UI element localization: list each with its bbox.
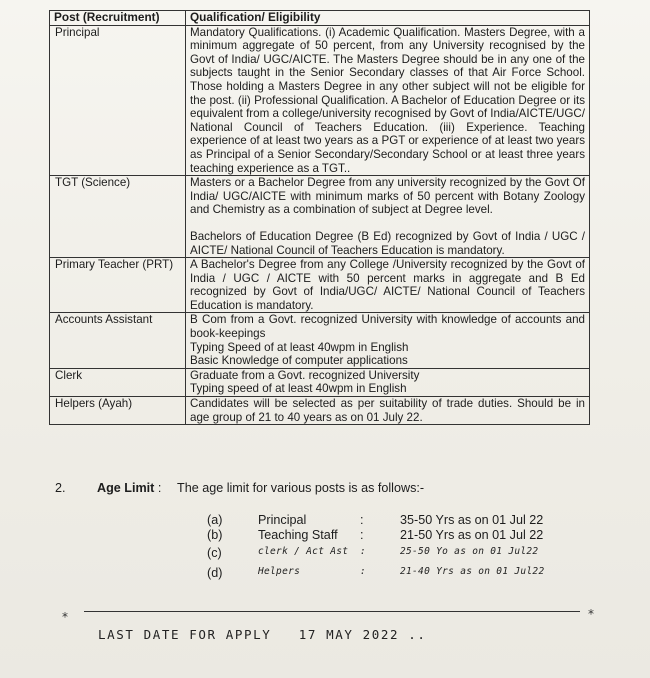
qualification-text: B Com from a Govt. recognized University with knowledge of accounts and book-keepings — [190, 313, 585, 341]
post-cell: Primary Teacher (PRT) — [50, 258, 186, 313]
qualification-text: A Bachelor's Degree from any College /University recognized by the Govt of India / UGC / AICTE with 50 percent marks in aggregate and B Ed recognized by Govt of India/UGC/ AICTE/ National Council of Teachers Education is mandatory. — [190, 258, 585, 312]
age-limit-section — [55, 481, 615, 499]
table-row — [50, 397, 590, 425]
qualification-text: Basic Knowledge of computer applications — [190, 354, 408, 368]
item-label: (a) — [207, 513, 223, 527]
item-colon: : — [360, 528, 364, 542]
item-label: (b) — [207, 528, 223, 542]
qualification-cell — [186, 25, 590, 176]
qualification-cell — [186, 176, 590, 258]
table-row — [50, 368, 590, 396]
last-date-note: LAST DATE FOR APPLY 17 MAY 2022 .. — [98, 627, 427, 642]
section-number: 2. — [55, 481, 66, 495]
star-mark-left: * — [62, 610, 68, 624]
qualification-text: Candidates will be selected as per suitability of trade duties. Should be in age group of 21 to 40 years as on 01 July 22. — [190, 397, 585, 424]
section-title: Age Limit : — [97, 481, 162, 495]
post-cell: TGT (Science) — [50, 176, 186, 258]
item-post: Teaching Staff — [258, 528, 338, 542]
qualification-text: Typing Speed of at least 40wpm in English — [190, 340, 409, 354]
item-label: (d) — [207, 566, 223, 580]
section-intro: The age limit for various posts is as follows:- — [177, 481, 425, 495]
footer-divider — [84, 611, 580, 612]
age-limit-item — [207, 563, 627, 583]
item-value: 21-50 Yrs as on 01 Jul 22 — [400, 528, 544, 542]
qualification-column-header: Qualification/ Eligibility — [186, 11, 590, 26]
age-limit-item — [207, 513, 627, 528]
qualification-cell — [186, 313, 590, 368]
item-value: 25-50 Yo as on 01 Jul22 — [400, 546, 539, 557]
item-value: 35-50 Yrs as on 01 Jul 22 — [400, 513, 544, 527]
qualification-cell — [186, 258, 590, 313]
item-post: Helpers — [258, 566, 301, 577]
item-colon: : — [360, 546, 367, 557]
table-header-row — [50, 11, 590, 26]
post-column-header: Post (Recruitment) — [50, 11, 186, 26]
qualification-text: Masters or a Bachelor Degree from any university recognized by the Govt Of India/ UGC/AICTE with minimum marks of 50 percent with Botany Zoology and Chemistry as a combination of subject at Degree level. — [190, 176, 585, 217]
age-limit-heading — [55, 481, 615, 499]
item-value: 21-40 Yrs as on 01 Jul22 — [400, 566, 545, 577]
age-limit-list — [207, 513, 627, 583]
post-cell: Accounts Assistant — [50, 313, 186, 368]
qualification-text: Mandatory Qualifications. (i) Academic Qualification. Masters Degree, with a minimum aggregate of 50 percent, from any University recognised by the Govt of India/ UGC/AICTE. The Masters Degree should be in any one of the subjects taught in the Senior Secondary classes of that Air Force School. Those holding a Masters Degree in any other subject will not be eligible for the post. (ii) Professional Qualification. A Bachelor of Education Degree or its equivalent from a college/university recognised by Govt of India/AICTE/UGC/ National Council of Teachers Education. (iii) Experience. Teaching experience of at least two years as a PGT or experience of at least two years as Principal of a Senior Secondary/Secondary School or at least three years teaching experience as a TGT.. — [190, 25, 586, 175]
qualification-text: Bachelors of Education Degree (B Ed) recognized by Govt of India / UGC / AICTE/ National Council of Teachers Education is mandatory. — [190, 229, 585, 257]
item-colon: : — [360, 513, 364, 527]
qualification-text: Graduate from a Govt. recognized University — [190, 368, 420, 382]
table-row — [50, 313, 590, 368]
post-cell: Clerk — [50, 368, 186, 396]
table-row — [50, 258, 590, 313]
qualification-cell — [186, 397, 590, 425]
qualification-cell — [186, 368, 590, 396]
item-colon: : — [360, 566, 367, 577]
table-row — [50, 25, 590, 176]
post-cell: Principal — [50, 25, 186, 176]
post-cell: Helpers (Ayah) — [50, 397, 186, 425]
qualification-text: Typing speed of at least 40wpm in English — [190, 382, 407, 396]
item-post: clerk / Act Ast — [258, 546, 349, 557]
eligibility-table — [49, 10, 590, 425]
age-limit-item — [207, 528, 627, 543]
item-label: (c) — [207, 546, 222, 560]
eligibility-table-body — [50, 25, 590, 425]
star-mark-right: * — [588, 607, 594, 621]
item-post: Principal — [258, 513, 307, 527]
table-row — [50, 176, 590, 258]
age-limit-item — [207, 543, 627, 563]
